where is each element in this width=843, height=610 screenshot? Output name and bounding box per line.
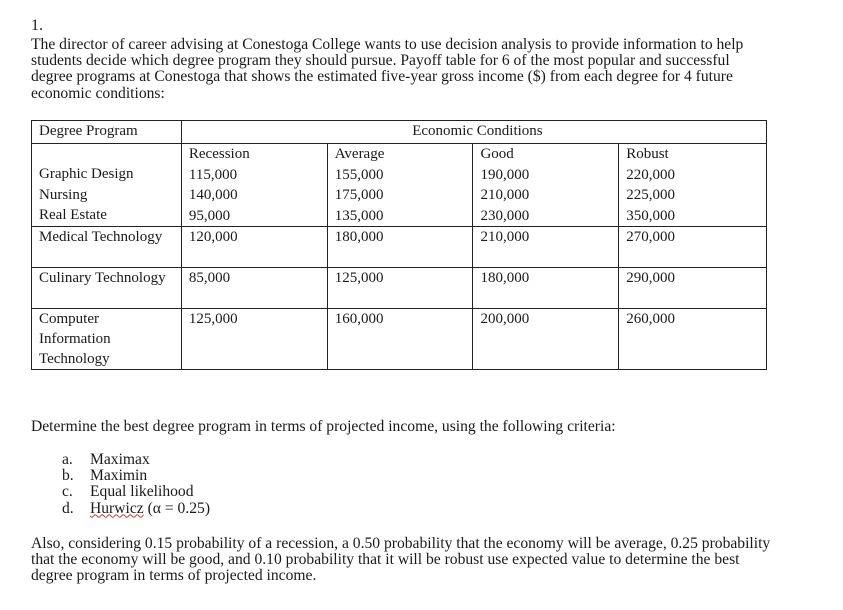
program-name: Computer Information Technology bbox=[32, 309, 182, 370]
cell-value: 230,000 bbox=[480, 207, 530, 224]
cell-value: 180,000 bbox=[473, 268, 619, 309]
recession-column bbox=[181, 144, 327, 227]
cell-value: 260,000 bbox=[619, 309, 767, 370]
cell-value: 220,000 bbox=[626, 166, 675, 183]
item-label: b. bbox=[62, 467, 74, 485]
table-row bbox=[32, 309, 767, 370]
cell-value: 120,000 bbox=[181, 227, 327, 268]
cell-value: 140,000 bbox=[188, 187, 238, 203]
program-name: Culinary Technology bbox=[32, 268, 182, 309]
criteria-list bbox=[62, 452, 210, 517]
question-number: 1. bbox=[31, 17, 43, 34]
program-name: Graphic Design bbox=[39, 166, 134, 182]
item-label: a. bbox=[62, 451, 73, 468]
column-header-recession: Recession bbox=[188, 146, 250, 162]
program-name: Real Estate bbox=[39, 207, 107, 223]
cell-value: 125,000 bbox=[181, 309, 327, 370]
column-header-average: Average bbox=[334, 146, 385, 162]
cell-value: 200,000 bbox=[473, 309, 619, 370]
cell-value: 180,000 bbox=[327, 227, 473, 268]
item-label: d. bbox=[62, 499, 74, 517]
program-name: Nursing bbox=[39, 186, 88, 203]
list-item bbox=[62, 452, 210, 468]
cell-value: 270,000 bbox=[619, 227, 767, 268]
average-column bbox=[327, 144, 473, 227]
cell-value: 95,000 bbox=[188, 207, 231, 224]
cell-value: 225,000 bbox=[626, 187, 675, 203]
item-text: Equal likelihood bbox=[90, 483, 194, 501]
good-column bbox=[473, 144, 619, 227]
item-text-suffix: (α = 0.25) bbox=[143, 499, 211, 517]
determine-instruction: Determine the best degree program in terms of projected income, using the following criteria: bbox=[31, 418, 616, 435]
item-label: c. bbox=[62, 483, 73, 501]
cell-value: 155,000 bbox=[334, 166, 384, 183]
cell-value: 350,000 bbox=[626, 207, 675, 224]
program-column-top bbox=[32, 144, 182, 227]
robust-column bbox=[619, 144, 767, 227]
expected-value-instruction: Also, considering 0.15 probability of a recession, a 0.50 probability that the economy will be average, 0.25 probability that the economy will be good, and 0.10 probability that it will be robust use expected value to determine the best degree program in terms of projected income. bbox=[31, 535, 771, 585]
table-block-top bbox=[32, 144, 767, 227]
list-item bbox=[62, 501, 210, 517]
item-text-hurwicz: Hurwicz bbox=[90, 499, 144, 517]
table-header-row bbox=[32, 121, 767, 144]
table-row bbox=[32, 268, 767, 309]
program-name: Medical Technology bbox=[32, 227, 182, 268]
list-item bbox=[62, 484, 210, 500]
table-row bbox=[32, 227, 767, 268]
question-intro: The director of career advising at Conestoga College wants to use decision analysis to provide information to help students decide which degree program they should pursue. Payoff table for 6 of the most popular and successful degree programs at Conestoga that shows the estimated five-year gross income ($) from each degree for 4 future economic conditions: bbox=[31, 36, 744, 102]
cell-value: 190,000 bbox=[480, 166, 530, 183]
cell-value: 210,000 bbox=[480, 187, 530, 203]
column-header-robust: Robust bbox=[626, 146, 669, 162]
economic-conditions-header: Economic Conditions bbox=[181, 121, 766, 144]
cell-value: 85,000 bbox=[181, 268, 327, 309]
list-item bbox=[62, 468, 210, 484]
item-text: Maximin bbox=[90, 467, 148, 485]
cell-value: 135,000 bbox=[334, 207, 384, 224]
column-header-good: Good bbox=[480, 146, 514, 162]
cell-value: 125,000 bbox=[327, 268, 473, 309]
cell-value: 115,000 bbox=[188, 166, 238, 183]
degree-program-header: Degree Program bbox=[32, 121, 182, 144]
cell-value: 175,000 bbox=[334, 187, 384, 203]
cell-value: 290,000 bbox=[619, 268, 767, 309]
item-text: Maximax bbox=[90, 451, 150, 468]
cell-value: 210,000 bbox=[473, 227, 619, 268]
cell-value: 160,000 bbox=[327, 309, 473, 370]
payoff-table bbox=[31, 120, 767, 370]
